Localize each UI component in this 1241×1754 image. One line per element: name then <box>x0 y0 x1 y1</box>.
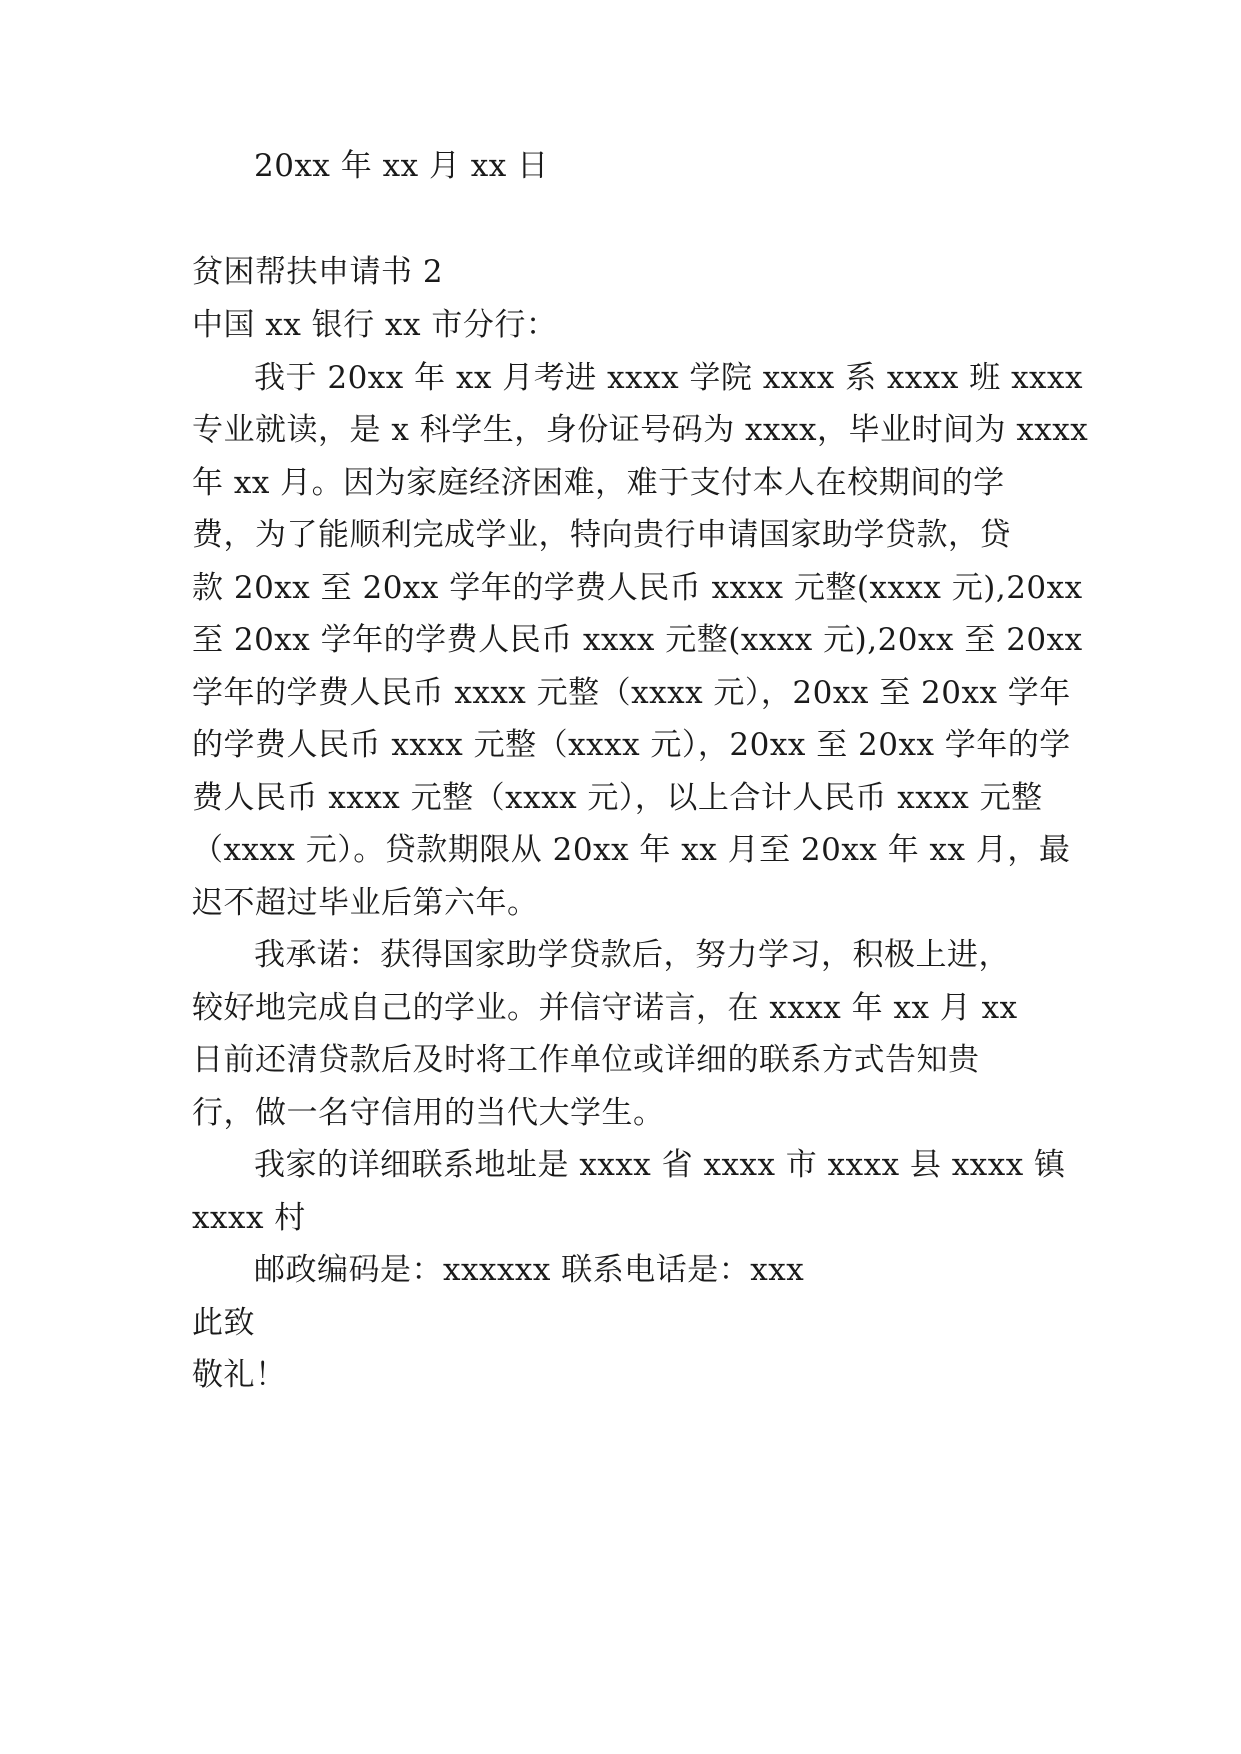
body-line: 专业就读，是 x 科学生，身份证号码为 xxxx，毕业时间为 xxxx <box>192 412 1089 448</box>
date-line: 20xx 年 xx 月 xx 日 <box>254 148 549 184</box>
salutation: 中国 xx 银行 xx 市分行： <box>192 307 558 343</box>
body-line: 款 20xx 至 20xx 学年的学费人民币 xxxx 元整(xxxx 元),20xx <box>192 570 1083 606</box>
body-line: 日前还清贷款后及时将工作单位或详细的联系方式告知贵 <box>192 1042 980 1078</box>
body-line: 费人民币 xxxx 元整（xxxx 元），以上合计人民币 xxxx 元整 <box>192 780 1043 816</box>
body-line: 迟不超过毕业后第六年。 <box>192 885 539 921</box>
body-line: 至 20xx 学年的学费人民币 xxxx 元整(xxxx 元),20xx 至 20xx <box>192 622 1083 658</box>
body-line: 我承诺：获得国家助学贷款后，努力学习，积极上进， <box>254 937 1010 973</box>
body-line: 费，为了能顺利完成学业，特向贵行申请国家助学贷款，贷 <box>192 517 1011 553</box>
body-line: 的学费人民币 xxxx 元整（xxxx 元），20xx 至 20xx 学年的学 <box>192 727 1071 763</box>
body-line: xxxx 村 <box>192 1200 306 1236</box>
body-line: 我于 20xx 年 xx 月考进 xxxx 学院 xxxx 系 xxxx 班 xxxx <box>254 360 1083 396</box>
body-line: 较好地完成自己的学业。并信守诺言，在 xxxx 年 xx 月 xx <box>192 990 1018 1026</box>
body-line: 学年的学费人民币 xxxx 元整（xxxx 元），20xx 至 20xx 学年 <box>192 675 1071 711</box>
closing-line: 敬礼！ <box>192 1357 287 1393</box>
body-line: 年 xx 月。因为家庭经济困难，难于支付本人在校期间的学 <box>192 465 1005 501</box>
body-line: 行，做一名守信用的当代大学生。 <box>192 1095 665 1131</box>
body-line: 邮政编码是：xxxxxx 联系电话是：xxx <box>254 1252 805 1288</box>
closing-line: 此致 <box>192 1305 255 1341</box>
body-line: 我家的详细联系地址是 xxxx 省 xxxx 市 xxxx 县 xxxx 镇 <box>254 1147 1066 1183</box>
body-line: （xxxx 元）。贷款期限从 20xx 年 xx 月至 20xx 年 xx 月，最 <box>192 832 1071 868</box>
document-title: 贫困帮扶申请书 2 <box>192 254 444 290</box>
